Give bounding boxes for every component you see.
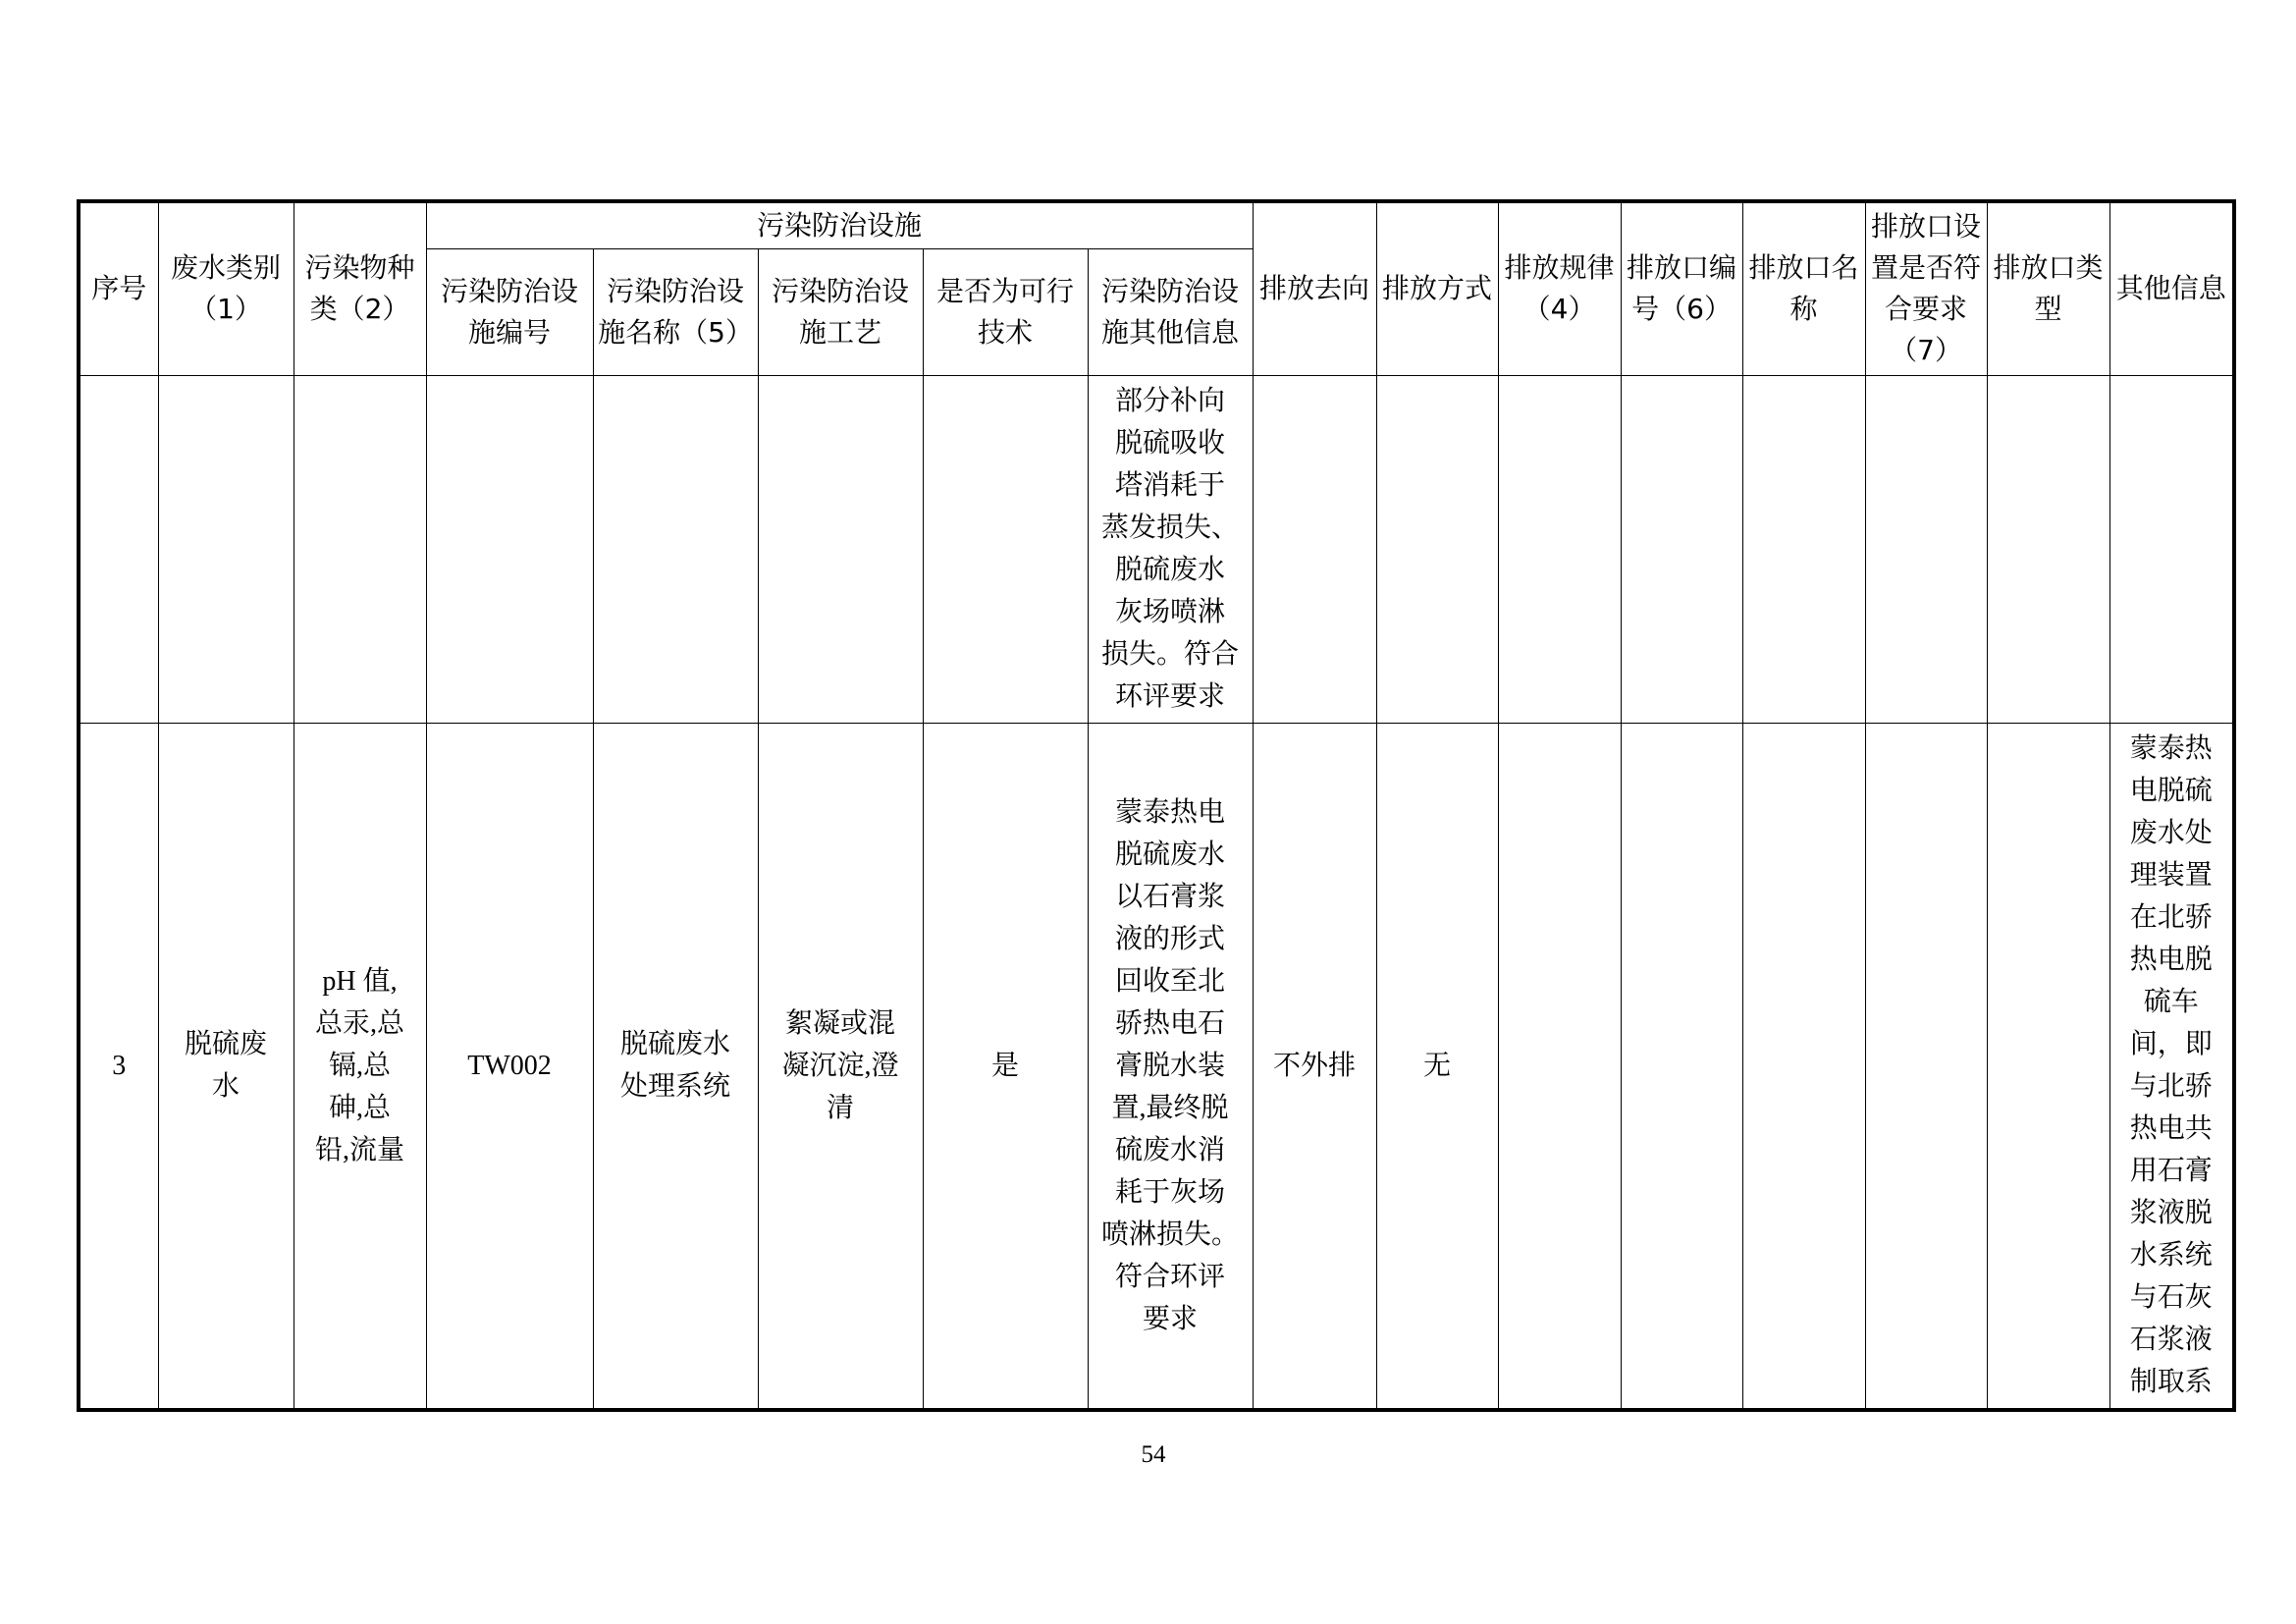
cell-feasible-technology: 是	[923, 723, 1088, 1410]
cell-facility-name: 脱硫废水 处理系统	[593, 723, 758, 1410]
header-outlet-type: 排放口类 型	[1987, 201, 2109, 375]
cell-serial-number	[79, 375, 158, 723]
header-outlet-compliance: 排放口设 置是否符 合要求 （7）	[1865, 201, 1987, 375]
cell-discharge-method: 无	[1376, 723, 1498, 1410]
cell-discharge-destination: 不外排	[1253, 723, 1376, 1410]
header-discharge-pattern: 排放规律 （4）	[1498, 201, 1621, 375]
header-facility-process: 污染防治设 施工艺	[758, 248, 923, 375]
table-row	[79, 375, 2234, 723]
cell-feasible-technology	[923, 375, 1088, 723]
cell-other-info: 蒙泰热 电脱硫 废水处 理装置 在北骄 热电脱 硫车 间，即 与北骄 热电共 用石膏 浆液脱 水系统 与石灰 石浆液 制取系	[2109, 723, 2234, 1410]
cell-serial-number: 3	[79, 723, 158, 1410]
cell-facility-process: 絮凝或混 凝沉淀,澄 清	[758, 723, 923, 1410]
header-facility-id: 污染防治设 施编号	[426, 248, 593, 375]
header-outlet-name: 排放口名 称	[1742, 201, 1865, 375]
page-number: 54	[1141, 1441, 1166, 1468]
cell-outlet-id	[1621, 723, 1742, 1410]
cell-outlet-compliance	[1865, 375, 1987, 723]
cell-outlet-name	[1742, 375, 1865, 723]
cell-facility-id	[426, 375, 593, 723]
header-facility-name: 污染防治设 施名称（5）	[593, 248, 758, 375]
header-feasible-technology: 是否为可行 技术	[923, 248, 1088, 375]
header-discharge-destination: 排放去向	[1253, 201, 1376, 375]
header-facility-other-info: 污染防治设 施其他信息	[1088, 248, 1253, 375]
table-row	[79, 723, 2234, 1410]
cell-outlet-type	[1987, 375, 2109, 723]
cell-facility-other-info: 蒙泰热电 脱硫废水 以石膏浆 液的形式 回收至北 骄热电石 膏脱水装 置,最终脱 硫废水消 耗于灰场 喷淋损失。 符合环评 要求	[1088, 723, 1253, 1410]
header-other-info: 其他信息	[2109, 201, 2234, 375]
cell-discharge-pattern	[1498, 723, 1621, 1410]
cell-facility-name	[593, 375, 758, 723]
cell-pollutant-type	[294, 375, 426, 723]
header-serial-number: 序号	[79, 201, 158, 375]
header-pollutant-type: 污染物种 类（2）	[294, 201, 426, 375]
cell-pollutant-type: pH 值, 总汞,总 镉,总 砷,总 铅,流量	[294, 723, 426, 1410]
cell-wastewater-category	[158, 375, 294, 723]
header-wastewater-category: 废水类别 （1）	[158, 201, 294, 375]
cell-outlet-id	[1621, 375, 1742, 723]
header-discharge-method: 排放方式	[1376, 201, 1498, 375]
cell-facility-process	[758, 375, 923, 723]
cell-wastewater-category: 脱硫废 水	[158, 723, 294, 1410]
cell-facility-id: TW002	[426, 723, 593, 1410]
wastewater-facility-table	[77, 199, 2236, 1412]
cell-discharge-destination	[1253, 375, 1376, 723]
cell-outlet-name	[1742, 723, 1865, 1410]
table-header-row	[79, 201, 2234, 248]
header-outlet-id: 排放口编 号（6）	[1621, 201, 1742, 375]
header-group-pollution-control-facility: 污染防治设施	[426, 201, 1253, 248]
cell-discharge-method	[1376, 375, 1498, 723]
cell-outlet-type	[1987, 723, 2109, 1410]
cell-discharge-pattern	[1498, 375, 1621, 723]
cell-other-info	[2109, 375, 2234, 723]
cell-outlet-compliance	[1865, 723, 1987, 1410]
cell-facility-other-info: 部分补向 脱硫吸收 塔消耗于 蒸发损失、 脱硫废水 灰场喷淋 损失。符合 环评要求	[1088, 375, 1253, 723]
